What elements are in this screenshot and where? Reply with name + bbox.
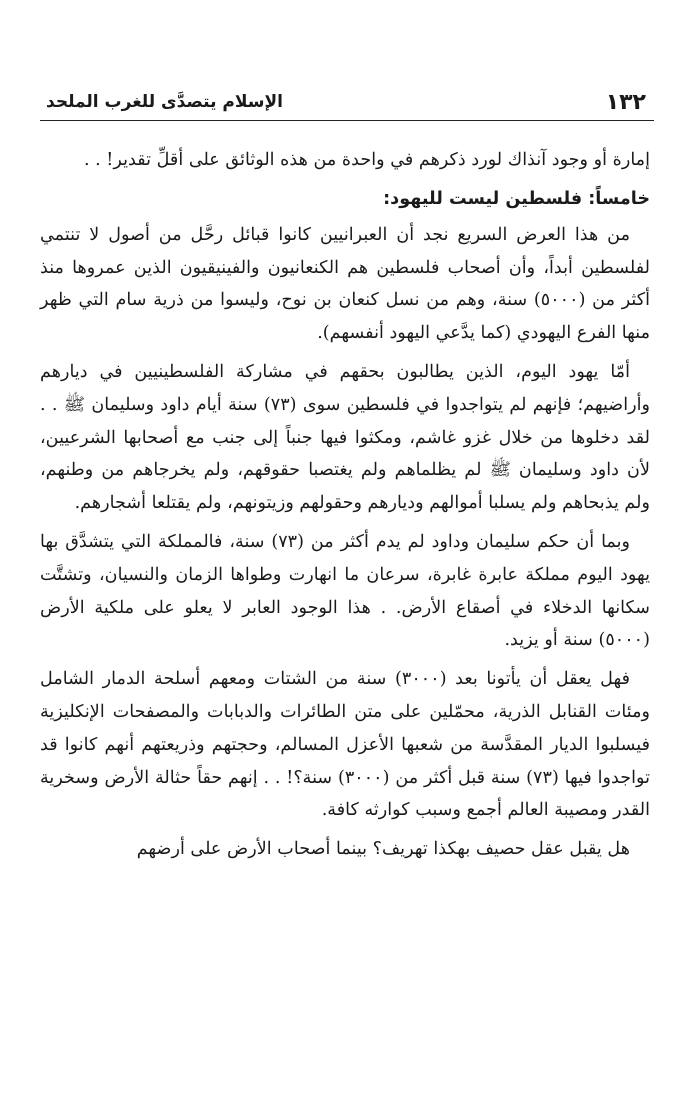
paragraph: فهل يعقل أن يأتونا بعد (٣٠٠٠) سنة من الشتات ومعهم أسلحة الدمار الشامل ومئات القنابل الذرية، محمّلين على متن الطائرات والدبابات والمصفحات الإنكليزية فيسلبوا الديار المقدَّسة من شعبها الأعزل المسالم، وحجتهم وذريعتهم أنهم كانوا قد تواجدوا فيها (٧٣) سنة قبل أكثر من (٣٠٠٠) سنة؟! . . إنهم حقاً حثالة الأرض وسخرية القدر ومصيبة العالم أجمع وسبب كوارثه كافة. [40, 669, 650, 821]
paragraph: وبما أن حكم سليمان وداود لم يدم أكثر من (٧٣) سنة، فالمملكة التي يتشدَّق بها يهود اليوم مملكة عابرة غابرة، سرعان ما انهارت وطواها الزمان والنسيان، وتشتَّت سكانها الدخلاء في أصقاع الأرض. . هذا الوجود العابر لا يعلو على ملكية الأرض (٥٠٠٠) سنة أو يزيد. [40, 531, 650, 651]
paragraph-continued: إمارة أو وجود آنذاك لورد ذكرهم في واحدة من هذه الوثائق على أقلِّ تقدير! . . [83, 150, 650, 170]
running-title: الإسلام يتصدَّى للغرب الملحد [40, 92, 283, 112]
page-number: ١٣٢ [605, 90, 646, 115]
paragraph: من هذا العرض السريع نجد أن العبرانيين كانوا قبائل رحَّل من أصول لا تنتمي لفلسطين أبداً، وأن أصحاب فلسطين هم الكنعانيون والفينيقيون الذين عمروها منذ أكثر من (٥٠٠٠) سنة، وهم من نسل كنعان بن نوح، وليسوا من ذرية سام التي ظهر منها الفرع اليهودي (كما يدَّعي اليهود أنفسهم). [40, 224, 651, 344]
paragraph: هل يقبل عقل حصيف بهكذا تهريف؟ بينما أصحاب الأرض على أرضهم [136, 839, 630, 860]
page-header [40, 86, 654, 121]
paragraph: أمّا يهود اليوم، الذين يطالبون بحقهم في مشاركة الفلسطينيين في ديارهم وأراضيهم؛ فإنهم لم يتواجدوا في فلسطين سوى (٧٣) سنة أيام داود وسليمان ﷺ . . لقد دخلوها من خلال غزو غاشم، ومكثوا فيها جنباً إلى جنب مع أصحابها الشرعيين، لأن داود وسليمان ﷺ لم يظلماهم ولم يغتصبا حقوقهم، ولم يخرجاهم من وطنهم، ولم يذبحاهم ولم يسلبا أموالهم وديارهم وحقولهم وزيتونهم، ولم يقتلعا أشجارهم. [40, 361, 650, 514]
page-body [40, 144, 650, 872]
section-heading: خامساً: فلسطين ليست لليهود: [383, 188, 650, 209]
